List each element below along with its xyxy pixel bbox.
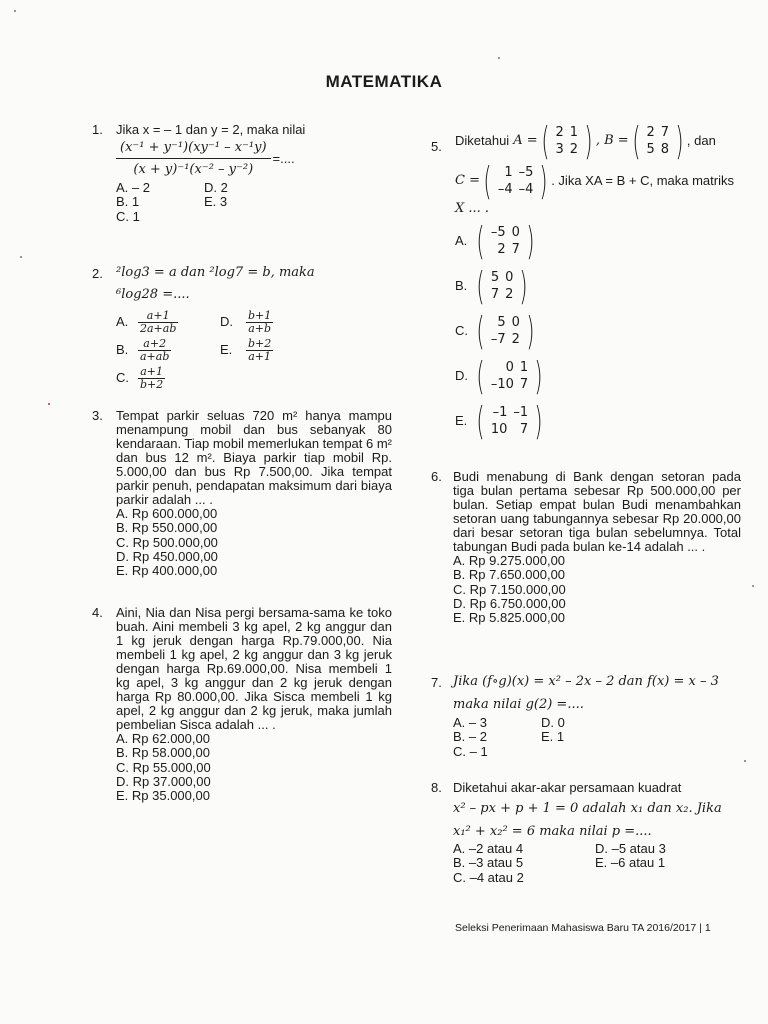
cell: 5 <box>497 314 506 330</box>
scan-speck <box>20 256 22 258</box>
question-8 <box>431 781 741 885</box>
option-c: C. –4 atau 2 <box>453 869 524 885</box>
question-number: 5. <box>431 139 442 154</box>
cell: 0 <box>505 359 514 375</box>
option-c: C. Rp 7.150.000,00 <box>453 581 566 597</box>
option-a <box>455 218 741 263</box>
option-d: D. 2 <box>204 180 228 195</box>
option-a: A. –2 atau 4 <box>453 841 524 856</box>
numerator: a+2 <box>138 338 171 351</box>
question-2 <box>92 264 392 391</box>
numerator: b+2 <box>248 337 272 350</box>
cell: 5 <box>490 269 500 285</box>
option-d: D. –5 atau 3 <box>595 841 666 856</box>
q5-dan: , dan <box>686 133 716 148</box>
q5-line1 <box>455 119 741 163</box>
cell: 2 <box>569 142 579 157</box>
q2-line1: ²log3 = a dan ²log7 = b, maka <box>116 265 315 280</box>
q7-options <box>453 716 741 759</box>
option-fraction <box>138 310 178 335</box>
question-stem: Budi menabung di Bank dengan setoran pada tiga bulan pertama sebesar Rp 500.000,00 per bulan. Setiap empat bulan Budi menambahkan setoran uang tabungannya sebesar Rp 20.000,00 dari besar setoran tiga bulan sebelumnya. Total tabungan Budi pada bulan ke-14 adalah ... . <box>453 469 741 554</box>
option-e <box>220 338 300 363</box>
question-stem: Jika x = – 1 dan y = 2, maka nilai <box>116 122 306 137</box>
q6-options <box>453 554 741 625</box>
cell: 2 <box>646 125 655 140</box>
question-number: 3. <box>92 408 103 423</box>
question-6 <box>431 470 741 625</box>
option-c <box>116 366 220 391</box>
option-d <box>455 353 741 398</box>
option-e <box>455 398 741 443</box>
cell: 2 <box>505 286 514 302</box>
option-matrix: ( –1 –1 10 7 ) <box>476 398 543 443</box>
matrix-a-label: A = <box>513 133 538 148</box>
cell: 2 <box>511 331 520 347</box>
question-7 <box>431 673 741 759</box>
q7-line1: Jika (f∘g)(x) = x² – 2x – 2 dan f(x) = x – 3 <box>453 674 719 689</box>
cell: 0 <box>511 314 520 330</box>
question-4 <box>92 606 392 803</box>
q5-text3: X ... . <box>455 201 490 216</box>
option-fraction <box>138 338 171 363</box>
option-b: B. –3 atau 5 <box>453 855 524 871</box>
cell: –4 <box>497 182 513 197</box>
q8-line3: x₁² + x₂² = 6 maka nilai p =.... <box>453 824 652 839</box>
option-label: E. <box>220 341 233 357</box>
q1-expression <box>116 141 392 177</box>
option-label: D. <box>455 367 468 383</box>
denominator: a+ab <box>140 350 170 363</box>
page-title: MATEMATIKA <box>325 72 443 91</box>
option-d: D. Rp 37.000,00 <box>116 773 211 789</box>
cell: 10 <box>490 421 508 437</box>
option-b: B. Rp 7.650.000,00 <box>453 567 566 583</box>
option-b: B. – 2 <box>453 729 487 745</box>
cell: –5 <box>490 224 506 240</box>
denominator: b+2 <box>140 378 164 391</box>
cell: 0 <box>505 269 514 285</box>
option-label: C. <box>455 322 468 338</box>
numerator: a+1 <box>138 366 165 379</box>
option-e: E. Rp 5.825.000,00 <box>453 610 566 626</box>
option-e: E. Rp 35.000,00 <box>116 788 210 804</box>
option-label: E. <box>455 412 468 428</box>
cell: –7 <box>490 331 506 347</box>
scan-speck <box>48 403 50 405</box>
scan-speck <box>14 10 16 12</box>
option-label: B. <box>116 341 129 357</box>
q5-line2 <box>455 159 741 203</box>
q1-numerator: (x⁻¹ + y⁻¹)(xy⁻¹ – x⁻¹y) <box>116 141 271 159</box>
option-matrix: ( 5 0 –7 2 ) <box>476 308 535 353</box>
numerator: a+1 <box>138 310 178 323</box>
option-matrix: ( 5 0 7 2 ) <box>476 263 528 308</box>
option-b <box>455 263 741 308</box>
q5-text2: . Jika XA = B + C, maka matriks <box>551 173 734 188</box>
question-number: 6. <box>431 469 442 484</box>
q1-denominator: (x + y)⁻¹(x⁻² – y⁻²) <box>133 162 254 177</box>
option-b: B. 1 <box>116 194 140 210</box>
q8-line1: Diketahui akar-akar persamaan kuadrat <box>453 780 682 795</box>
option-fraction <box>246 338 273 363</box>
option-b: B. Rp 550.000,00 <box>116 520 218 536</box>
cell: 2 <box>555 125 564 140</box>
option-b: B. Rp 58.000,00 <box>116 745 210 761</box>
cell: 1 <box>519 359 529 375</box>
q1-options <box>116 181 392 224</box>
question-number: 4. <box>92 605 103 620</box>
q8-line2: x² – px + p + 1 = 0 adalah x₁ dan x₂. Jika <box>453 801 722 816</box>
denominator: a+b <box>248 322 272 335</box>
matrix-c-label: C = <box>455 173 480 188</box>
scan-speck <box>498 57 500 59</box>
cell: 7 <box>511 241 520 257</box>
option-fraction <box>138 366 165 391</box>
option-matrix: ( 0 1 –10 7 ) <box>476 353 543 398</box>
option-d: D. Rp 450.000,00 <box>116 548 218 564</box>
option-a: A. – 2 <box>116 180 150 195</box>
denominator: a+1 <box>248 350 272 363</box>
cell: 7 <box>490 286 500 302</box>
option-label: A. <box>455 232 468 248</box>
option-d: D. Rp 6.750.000,00 <box>453 595 566 611</box>
cell: 2 <box>497 241 506 257</box>
q2-line2: ⁶log28 =.... <box>116 287 190 302</box>
question-number: 7. <box>431 675 442 690</box>
matrix-b-label: , B = <box>595 133 629 148</box>
option-c: C. – 1 <box>453 743 488 759</box>
cell: 1 <box>569 125 579 140</box>
cell: 3 <box>555 142 564 157</box>
question-5 <box>431 119 741 443</box>
option-e: E. 3 <box>204 194 228 210</box>
cell: –4 <box>518 182 534 197</box>
q1-tail: =.... <box>272 151 295 166</box>
option-a: A. Rp 600.000,00 <box>116 506 218 521</box>
cell: 8 <box>660 142 670 157</box>
numerator: b+1 <box>248 309 272 322</box>
q5-options <box>455 218 741 443</box>
cell: –10 <box>490 376 514 392</box>
question-number: 8. <box>431 780 442 795</box>
scan-speck <box>744 760 746 762</box>
option-label: D. <box>220 313 233 329</box>
question-number: 1. <box>92 122 103 137</box>
option-a: A. Rp 62.000,00 <box>116 731 210 746</box>
q4-options <box>116 732 392 803</box>
cell: 7 <box>660 125 670 140</box>
question-stem: Tempat parkir seluas 720 m² hanya mampu menampung mobil dan bus sebanyak 80 kendaraan. Tiap mobil memerlukan tempat 6 m² dan bus 12 m². Biaya parkir tiap mobil Rp. 5.000,00 dan bus Rp 7.500,00. Jika tempat parkir penuh, pendapatan maksimum dari biaya parkir adalah ... . <box>116 408 393 507</box>
denominator: 2a+ab <box>140 322 177 335</box>
cell: 7 <box>519 421 529 437</box>
cell: –5 <box>518 165 534 180</box>
q8-options <box>453 842 741 885</box>
option-e: E. Rp 400.000,00 <box>116 563 218 579</box>
cell: 7 <box>519 376 529 392</box>
q5-text1: Diketahui <box>455 133 510 148</box>
option-a: A. Rp 9.275.000,00 <box>453 553 566 568</box>
option-fraction <box>246 310 273 335</box>
option-e: E. –6 atau 1 <box>595 855 666 871</box>
option-matrix: ( –5 0 2 7 ) <box>476 218 535 263</box>
option-label: B. <box>455 277 468 293</box>
question-3 <box>92 409 392 578</box>
matrix-b: ( 2 7 5 8 ) <box>632 119 684 163</box>
matrix-c: ( 1 –5 –4 –4 ) <box>483 159 548 203</box>
question-stem: Aini, Nia dan Nisa pergi bersama-sama ke toko buah. Aini membeli 3 kg apel, 2 kg anggur dan 1 kg jeruk dengan harga Rp.79.000,00. Nia membeli 1 kg apel, 2 kg anggur dan 3 kg jeruk dengan harga Rp.69.000,00. Nisa membeli 1 kg apel, 3 kg anggur dan 2 kg jeruk dengan harga Rp 80.000,00. Jika Sisca membeli 1 kg apel, 2 kg anggur dan 2 kg jeruk, maka jumlah pembelian Sisca adalah ... . <box>116 605 392 732</box>
option-d: D. 0 <box>541 715 565 730</box>
page-footer: Seleksi Penerimaan Mahasiswa Baru TA 2016/2017 | 1 <box>455 922 711 934</box>
option-c <box>455 308 741 353</box>
q2-options <box>116 310 392 391</box>
option-label: C. <box>116 369 129 385</box>
cell: –1 <box>492 404 508 420</box>
q7-line2: maka nilai g(2) =.... <box>453 697 584 712</box>
option-e: E. 1 <box>541 729 565 745</box>
option-b <box>116 338 220 363</box>
option-a <box>116 310 220 335</box>
cell: 5 <box>646 142 655 157</box>
option-c: C. Rp 500.000,00 <box>116 534 218 550</box>
cell: 0 <box>511 224 520 240</box>
question-1 <box>92 123 392 224</box>
option-c: C. Rp 55.000,00 <box>116 759 211 775</box>
option-c: C. 1 <box>116 208 140 224</box>
option-d <box>220 310 300 335</box>
option-a: A. – 3 <box>453 715 487 730</box>
question-number: 2. <box>92 266 103 281</box>
option-label: A. <box>116 313 129 329</box>
matrix-a: ( 2 1 3 2 ) <box>540 119 593 163</box>
cell: –1 <box>513 404 529 420</box>
q3-options <box>116 507 392 578</box>
cell: 1 <box>504 165 513 180</box>
scan-speck <box>752 585 754 587</box>
